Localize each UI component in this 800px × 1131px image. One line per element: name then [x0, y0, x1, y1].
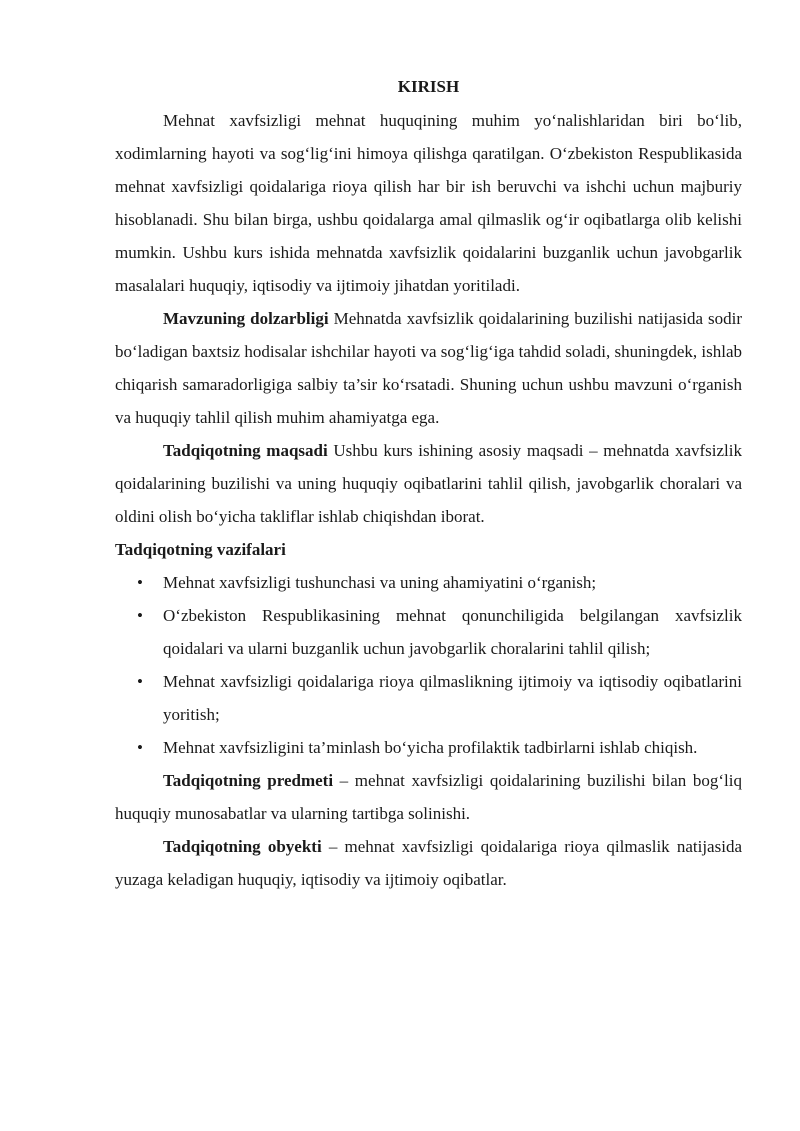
task-text: Mehnat xavfsizligini ta’minlash bo‘yicha profilaktik tadbirlarni ishlab chiqish. [163, 738, 698, 757]
intro-paragraph: Mehnat xavfsizligi mehnat huquqining muhim yo‘nalishlaridan biri bo‘lib, xodimlarning hayoti va sog‘lig‘ini himoya qilishga qaratilgan. O‘zbekiston Respublikasida mehnat xavfsizligi qoidalariga rioya qilish har bir ish beruvchi va ishchi uchun majburiy hisoblanadi. Shu bilan birga, ushbu qoidalarga amal qilmaslik og‘ir oqibatlarga olib kelishi mumkin. Ushbu kurs ishida mehnatda xavfsizlik qoidalarini buzganlik uchun javobgarlik masalalari huquqiy, iqtisodiy va ijtimoiy jihatdan yoritiladi. [115, 111, 742, 295]
subject-label: Tadqiqotning predmeti [163, 771, 334, 790]
object-label: Tadqiqotning obyekti [163, 837, 322, 856]
subject-paragraph [115, 764, 742, 830]
task-text: Mehnat xavfsizligi qoidalariga rioya qilmaslikning ijtimoiy va iqtisodiy oqibatlarini yoritish; [163, 672, 742, 724]
goal-text: Ushbu kurs ishining asosiy maqsadi – mehnatda xavfsizlik qoidalarining buzilishi va uning huquqiy oqibatlarini tahlil qilish, javobgarlik choralari va oldini olish bo‘yicha takliflar ishlab chiqishdan iborat. [115, 441, 742, 526]
bullet-icon: • [137, 573, 143, 592]
tasks-list [115, 566, 742, 764]
bullet-icon: • [137, 738, 143, 757]
object-paragraph [115, 830, 742, 896]
subject-text: – mehnat xavfsizligi qoidalarining buzilishi bilan bog‘liq huquqiy munosabatlar va ularning tartibga solinishi. [115, 771, 742, 823]
relevance-label: Mavzuning dolzarbligi [163, 309, 329, 328]
tasks-heading: Tadqiqotning vazifalari [115, 540, 286, 559]
goal-label: Tadqiqotning maqsadi [163, 441, 328, 460]
relevance-paragraph [115, 302, 742, 434]
list-item [137, 566, 742, 599]
task-text: Mehnat xavfsizligi tushunchasi va uning ahamiyatini o‘rganish; [163, 573, 597, 592]
relevance-text: Mehnatda xavfsizlik qoidalarining buzilishi natijasida sodir bo‘ladigan baxtsiz hodisalar ishchilar hayoti va sog‘lig‘iga tahdid soladi, shuningdek, ishlab chiqarish samaradorligiga salbiy ta’sir ko‘rsatadi. Shuning uchun ushbu mavzuni o‘rganish va huquqiy tahlil qilish muhim ahamiyatga ega. [115, 309, 743, 427]
list-item [137, 665, 742, 731]
list-item [137, 599, 742, 665]
bullet-icon: • [137, 606, 143, 625]
list-item [137, 731, 742, 764]
bullet-icon: • [137, 672, 143, 691]
page-title: KIRISH [397, 77, 460, 96]
goal-paragraph [115, 434, 742, 533]
object-text: – mehnat xavfsizligi qoidalariga rioya qilmaslik natijasida yuzaga keladigan huquqiy, iqtisodiy va ijtimoiy oqibatlar. [115, 837, 742, 889]
task-text: O‘zbekiston Respublikasining mehnat qonunchiligida belgilangan xavfsizlik qoidalari va ularni buzganlik uchun javobgarlik choralarini tahlil qilish; [163, 606, 742, 658]
